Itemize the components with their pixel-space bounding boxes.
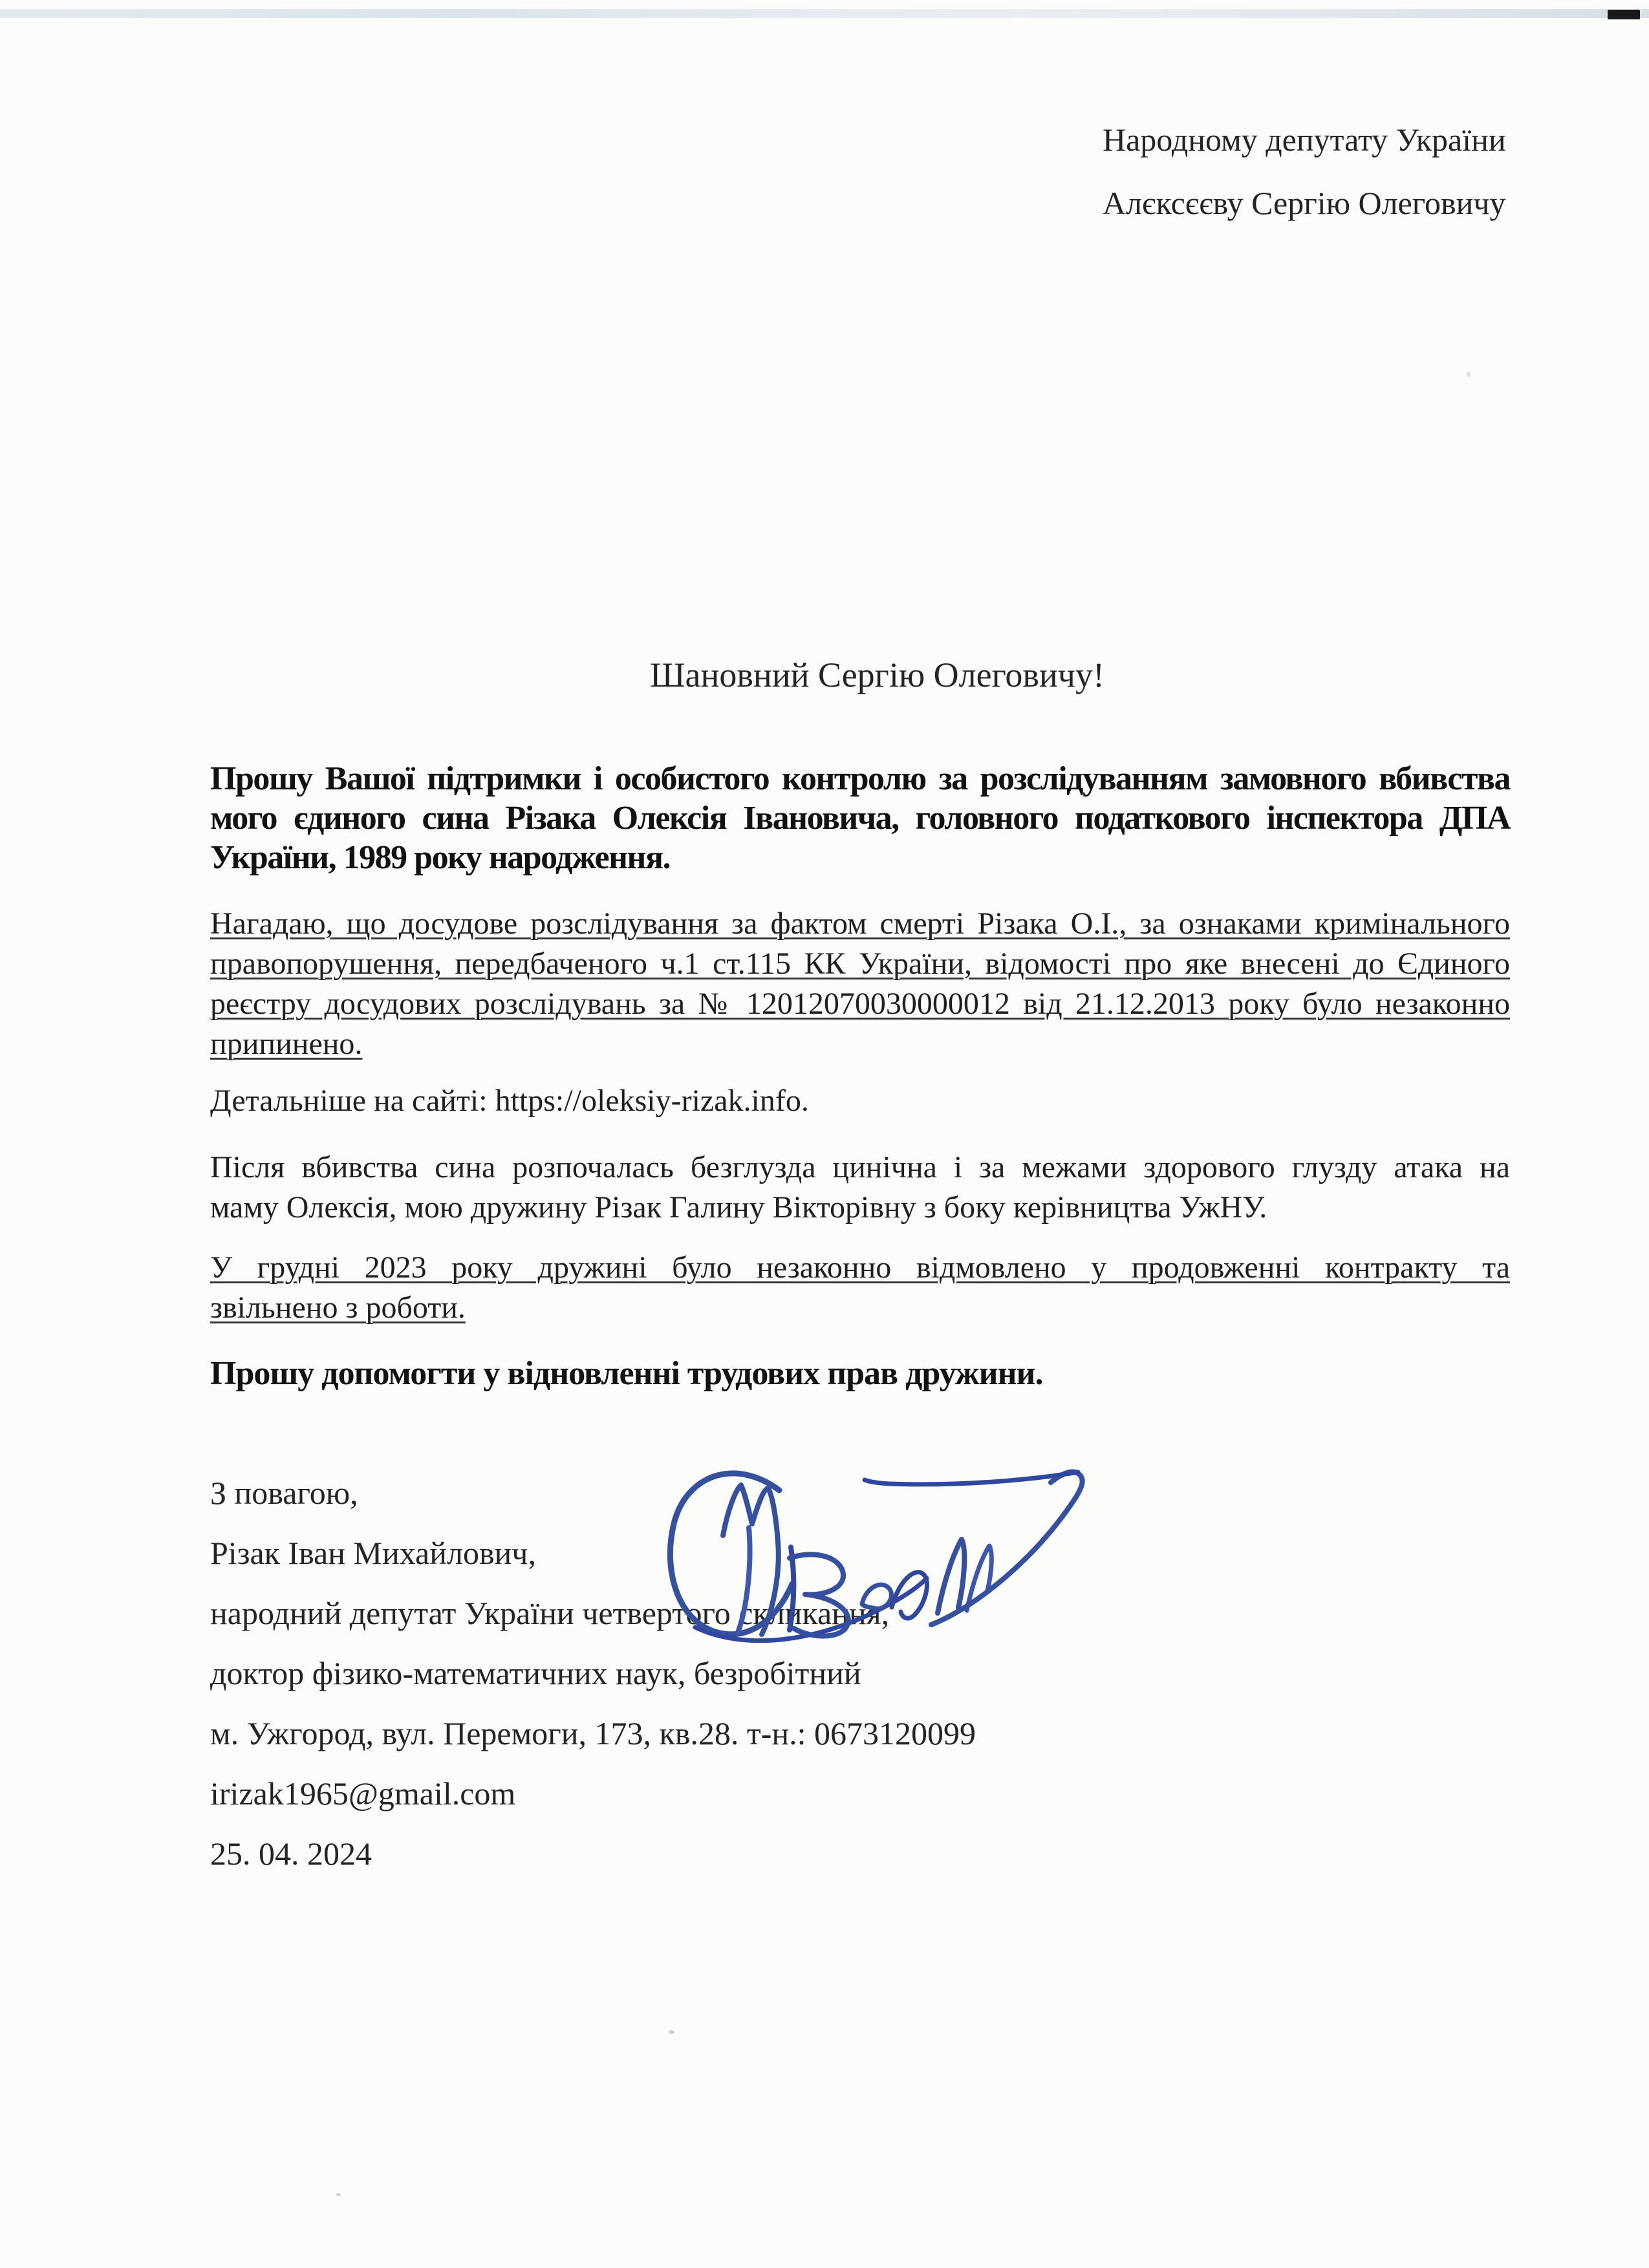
paragraph-line: звільнено з роботи. [210, 1290, 466, 1325]
scanner-corner-mark [1608, 10, 1640, 19]
contract-termination-paragraph [210, 1248, 1510, 1328]
paragraph-line: Нагадаю, що досудове розслідування за фактом смерті Різака О.І., за ознаками кримінального [210, 906, 1510, 941]
paragraph-line: України, 1989 року народження. [210, 839, 671, 876]
paragraph-line: припинено. [210, 1027, 363, 1061]
case-details-paragraph [210, 904, 1510, 1064]
recipient-line: Народному депутату України [1103, 122, 1506, 158]
closing-name-line: Різак Іван Михайлович, [210, 1535, 536, 1571]
closing-date-line: 25. 04. 2024 [210, 1835, 372, 1872]
paragraph-line: маму Олексія, мою дружину Різак Галину Вікторівну з боку керівництва УжНУ. [210, 1190, 1267, 1225]
paragraph-line: мого єдиного сина Різака Олексія Івановича, головного податкового інспектора ДПА [210, 800, 1510, 837]
scan-speck [1467, 372, 1471, 377]
recipient-block [1103, 108, 1555, 235]
salutation-line: Шановний Сергію Олеговичу! [650, 656, 1105, 694]
website-line [210, 1081, 1510, 1121]
paragraph-line: У грудні 2023 року дружині було незаконно відмовлено у продовженні контракту та [210, 1250, 1510, 1285]
closing-degree-line: доктор фізико-математичних наук, безробітний [210, 1655, 861, 1691]
closing-title-line: народний депутат України четвертого скликання, [210, 1595, 890, 1631]
scan-speck [669, 2030, 674, 2034]
paragraph-line: Прошу Вашої підтримки і особистого контролю за розслідуванням замовного вбивства [210, 760, 1510, 797]
paragraph-line: Детальніше на сайті: https://oleksiy-rizak.info. [210, 1084, 809, 1118]
attack-on-wife-paragraph [210, 1148, 1510, 1228]
intro-request-paragraph [210, 759, 1510, 877]
signature-ink [656, 1451, 1148, 1645]
paragraph-line: реєстру досудових розслідувань за № 12012070030000012 від 21.12.2013 року було незаконно [210, 987, 1510, 1021]
help-request-line [210, 1354, 1510, 1393]
paragraph-line: Прошу допомогти у відновленні трудових прав дружини. [210, 1355, 1043, 1392]
paragraph-line: Після вбивства сина розпочалась безглузда цинічна і за межами здорового глузду атака на [210, 1150, 1510, 1184]
scan-speck [336, 2193, 341, 2196]
closing-address-line: м. Ужгород, вул. Перемоги, 173, кв.28. т-н.: 0673120099 [210, 1715, 976, 1751]
recipient-line: Алєксєєву Сергію Олеговичу [1103, 185, 1506, 221]
paragraph-line: правопорушення, передбаченого ч.1 ст.115 КК України, відомості про яке внесені до Єдиного [210, 947, 1510, 981]
closing-email-line: irizak1965@gmail.com [210, 1775, 516, 1812]
closing-regards-line: З повагою, [210, 1475, 358, 1511]
scanner-streak-artifact [0, 9, 1649, 18]
